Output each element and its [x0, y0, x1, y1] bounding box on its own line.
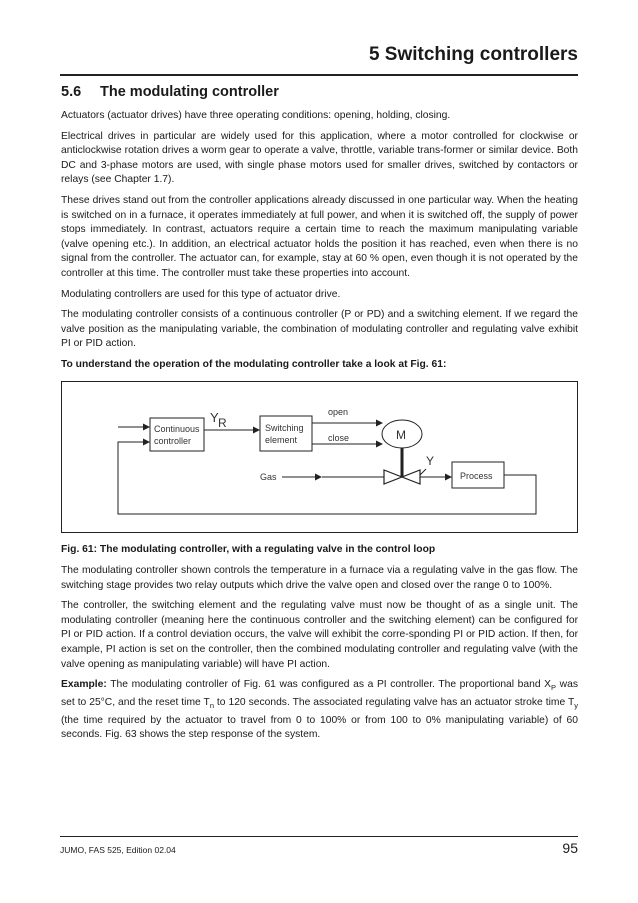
example-text: to 120 seconds. The associated regulating valve has an actuator stroke time T: [213, 696, 575, 708]
process-label: Process: [460, 470, 493, 481]
switching-element-box: [260, 416, 312, 451]
paragraph: The modulating controller shown controls the temperature in a furnace via a regulating valve in the gas flow. The switching stage provides two relay outputs which drive the valve open and closed over the range 0 to 100%.: [61, 565, 578, 591]
subscript: y: [574, 700, 578, 710]
yr-main: Y: [210, 409, 219, 425]
paragraph: The modulating controller consists of a continuous controller (P or PD) and a switching element. If we regard the valve position as the manipulating variable, the combination of modulating controller and regulating valve exhibit PI or PID action.: [61, 309, 578, 350]
footer-edition: JUMO, FAS 525, Edition 02.04: [60, 845, 176, 855]
switching-label-1: Switching: [265, 422, 304, 433]
open-label: open: [328, 406, 349, 417]
paragraph: Electrical drives in particular are widely used for this application, where a motor controlled for clockwise or anticlockwise rotation drives a worm gear to operate a valve, throttle, variable trans-former or similar device. Both DC and 3-phase motors are used, with single phase motors used for smaller drives, switched by contactors or relays (see Chapter 1.7).: [61, 130, 578, 186]
close-label: close: [328, 432, 350, 443]
switching-label-2: element: [265, 434, 298, 445]
paragraph: The controller, the switching element and the regulating valve must now be thought of as a single unit. The modulating controller (meaning here the continuous controller and the switching element) can be configured for PI or PID action. If a control deviation occurs, the valve will exhibit the corre-sponding PI or PID action. If then, for example, PI action is set on the controller, then the combined modulating controller and regulating valve (with the valve opening as manipulating variable) will have PI action.: [61, 600, 578, 670]
continuous-label-1: Continuous: [154, 423, 200, 434]
figure-caption: Fig. 61: The modulating controller, with a regulating valve in the control loop: [61, 543, 436, 555]
section-number: 5.6: [61, 84, 82, 100]
control-loop-diagram: [61, 381, 578, 533]
example-text: The modulating controller of Fig. 61 was configured as a PI controller. The proportional band X: [106, 679, 552, 691]
continuous-controller-box: [150, 418, 204, 451]
paragraph: Actuators (actuator drives) have three operating conditions: opening, holding, closing.: [61, 110, 451, 121]
motor-label: M: [396, 427, 406, 442]
section-heading: [61, 84, 578, 100]
subscript: n: [209, 700, 214, 710]
example-text: (the time required by the actuator to travel from 0 to 100% or from 100 to 0% manipulating variable) of 60 seconds. Fig. 63 shows the step response of the system.: [61, 714, 578, 741]
y-label: Y: [426, 453, 435, 468]
section-title: The modulating controller: [100, 84, 279, 100]
paragraph: These drives stand out from the controller applications already discussed in one particular way. When the heating is switched on in a furnace, it operates immediately at full power, and when it is switched off, the supply of power stops immediately. In contrast, actuators require a certain time to reach the maximum manipulating variable (valve opening etc.). In addition, an electrical actuator holds the position it has reached, even when there is no signal from the controller. The actuator can, for example, stay at 60 % open, even though it is not operated by the controller at this time. The controller must take these properties into account.: [61, 194, 578, 279]
chapter-title: 5 Switching controllers: [368, 44, 578, 65]
gas-label: Gas: [260, 471, 277, 482]
paragraph: Modulating controllers are used for this type of actuator drive.: [61, 288, 341, 300]
example-paragraph: [61, 678, 578, 742]
header-rule: [60, 74, 578, 76]
page-number: 95: [562, 840, 578, 856]
example-label: Example:: [61, 679, 107, 691]
diagram-svg: [62, 382, 577, 532]
footer-rule: [60, 836, 578, 837]
page-content: [61, 84, 578, 749]
continuous-label-2: controller: [154, 435, 192, 446]
subscript: P: [551, 683, 557, 693]
yr-sub: R: [218, 415, 227, 430]
lead-in: To understand the operation of the modulating controller take a look at Fig. 61:: [61, 358, 447, 370]
example-text: was set to 25°C, and the reset time T: [61, 679, 578, 708]
